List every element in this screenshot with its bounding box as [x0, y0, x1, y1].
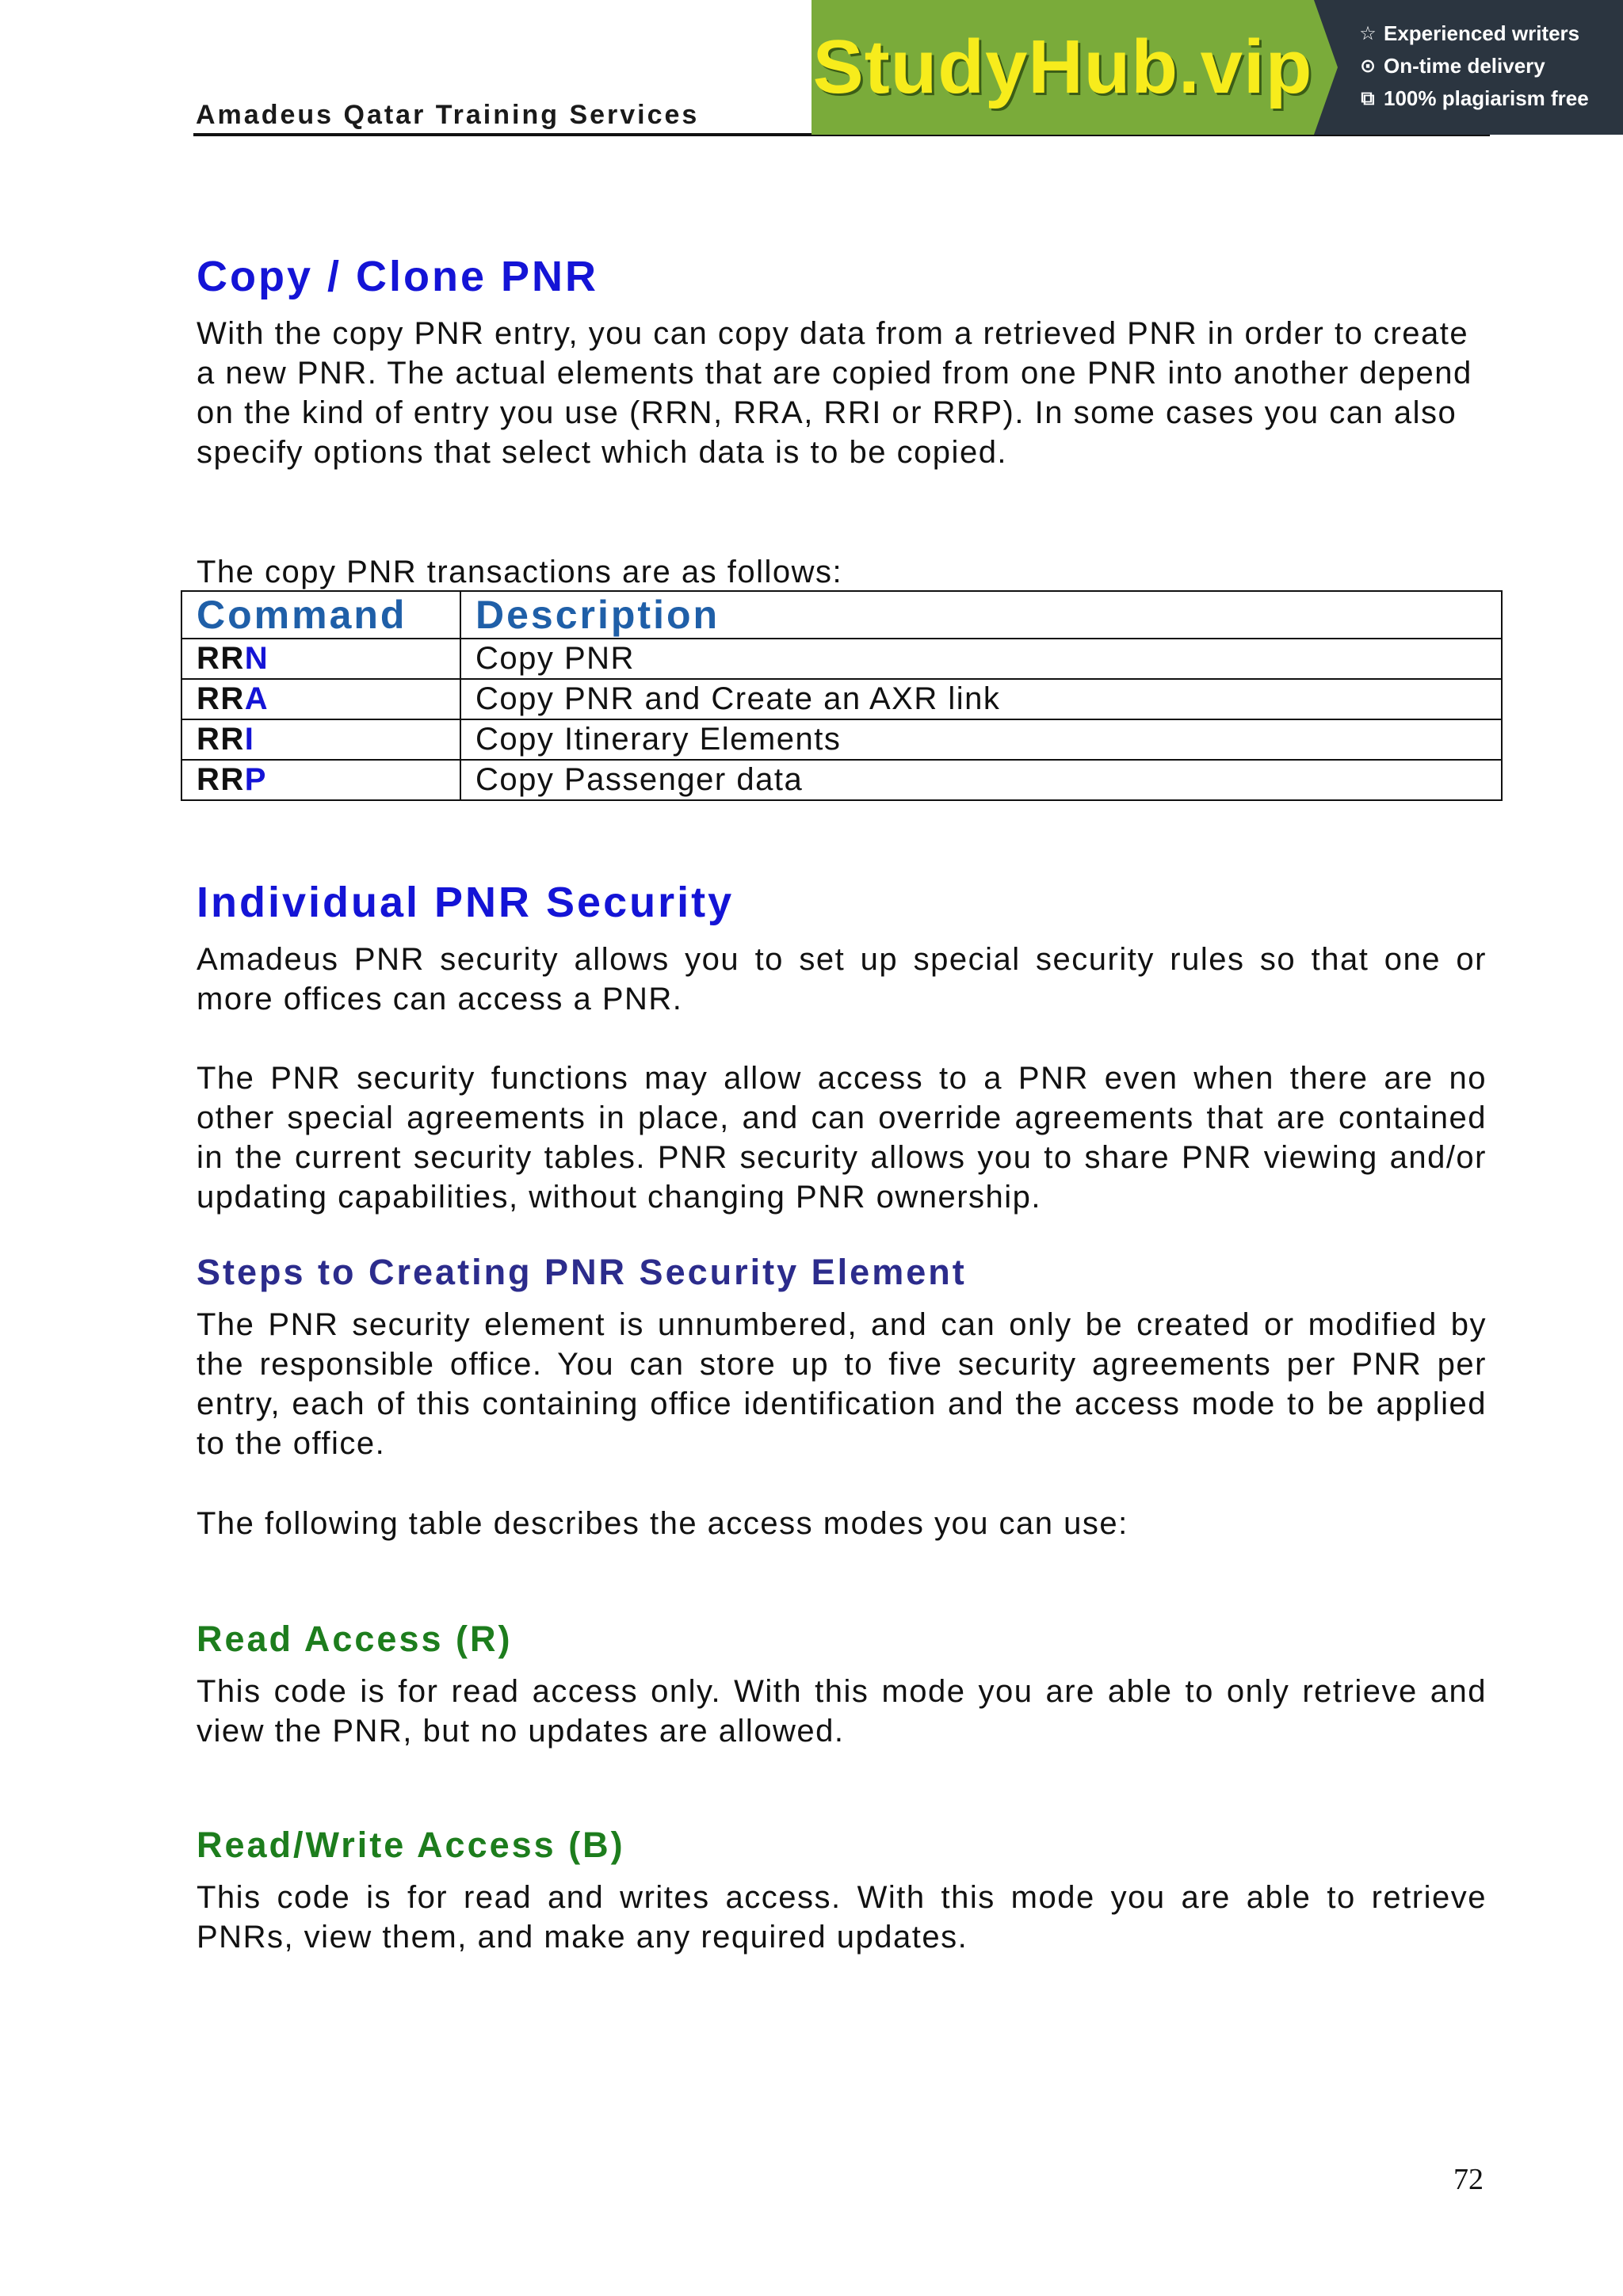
command-prefix: RR — [197, 722, 245, 757]
column-header-command: Command — [181, 591, 460, 639]
description-cell: Copy Itinerary Elements — [460, 719, 1502, 760]
read-write-access-heading: Read/Write Access (B) — [197, 1825, 625, 1865]
table-header-row — [181, 591, 1502, 639]
command-cell — [181, 760, 460, 800]
security-paragraph-4: The following table describes the access modes you can use: — [197, 1506, 1128, 1541]
security-paragraph-3: The PNR security element is unnumbered, and can only be created or modified by the responsible office. You can store up to five security agreements per PNR per entry, each of this containing office identification and the access mode to be applied to the office. — [197, 1307, 1487, 1461]
clock-icon: ⊙ — [1359, 55, 1377, 77]
banner-brand-logo: StudyHub.vip — [812, 25, 1313, 109]
command-cell — [181, 679, 460, 719]
command-prefix: RR — [197, 681, 245, 716]
description-cell: Copy PNR and Create an AXR link — [460, 679, 1502, 719]
read-access-heading: Read Access (R) — [197, 1619, 513, 1659]
star-icon: ☆ — [1359, 23, 1377, 44]
banner-feature-text: Experienced writers — [1384, 21, 1580, 45]
command-cell — [181, 639, 460, 679]
command-suffix: I — [244, 722, 255, 757]
command-cell — [181, 719, 460, 760]
copy-commands-table — [181, 590, 1503, 801]
studyhub-banner[interactable] — [812, 0, 1623, 135]
steps-heading: Steps to Creating PNR Security Element — [197, 1252, 967, 1292]
security-paragraph-2: The PNR security functions may allow access to a PNR even when there are no other special agreements in place, and can override agreements that are contained in the current security tables. PNR security allows you to share PNR viewing and/or updating capabilities, without changing PNR ownership. — [197, 1061, 1487, 1215]
copy-clone-intro: With the copy PNR entry, you can copy data from a retrieved PNR in order to create a new PNR. The actual elements that are copied from one PNR into another depend on the kind of entry you use (RRN, RRA, RRI or RRP). In some cases you can also specify options that select which data is to be copied. — [197, 316, 1472, 470]
security-paragraph-1: Amadeus PNR security allows you to set up special security rules so that one or more offices can access a PNR. — [197, 942, 1487, 1016]
banner-brand-panel — [812, 0, 1314, 135]
header-org-title: Amadeus Qatar Training Services — [196, 100, 700, 130]
table-row — [181, 639, 1502, 679]
command-suffix: P — [244, 762, 267, 797]
column-header-description: Description — [460, 591, 1502, 639]
copy-table-intro: The copy PNR transactions are as follows: — [197, 555, 843, 589]
command-prefix: RR — [197, 641, 245, 676]
description-cell: Copy PNR — [460, 639, 1502, 679]
description-cell: Copy Passenger data — [460, 760, 1502, 800]
banner-feature-text: 100% plagiarism free — [1384, 86, 1589, 110]
banner-feature — [1358, 82, 1623, 115]
command-prefix: RR — [197, 762, 245, 797]
read-access-text: This code is for read access only. With this mode you are able to only retrieve and view the PNR, but no updates are allowed. — [197, 1674, 1487, 1749]
table-row — [181, 679, 1502, 719]
banner-features-panel — [1314, 0, 1623, 135]
copy-icon: ⧉ — [1361, 87, 1375, 109]
copy-clone-heading: Copy / Clone PNR — [197, 253, 599, 300]
read-write-access-text: This code is for read and writes access. With this mode you are able to retrieve PNRs, view them, and make any required updates. — [197, 1880, 1487, 1955]
banner-feature — [1358, 50, 1623, 82]
banner-feature-text: On-time delivery — [1384, 54, 1545, 78]
command-suffix: A — [244, 681, 269, 716]
banner-feature — [1358, 17, 1623, 50]
page-number: 72 — [1453, 2163, 1484, 2196]
table-row — [181, 760, 1502, 800]
table-row — [181, 719, 1502, 760]
banner-arrow-shape — [1314, 0, 1338, 135]
command-suffix: N — [244, 641, 269, 676]
security-heading: Individual PNR Security — [197, 879, 735, 926]
